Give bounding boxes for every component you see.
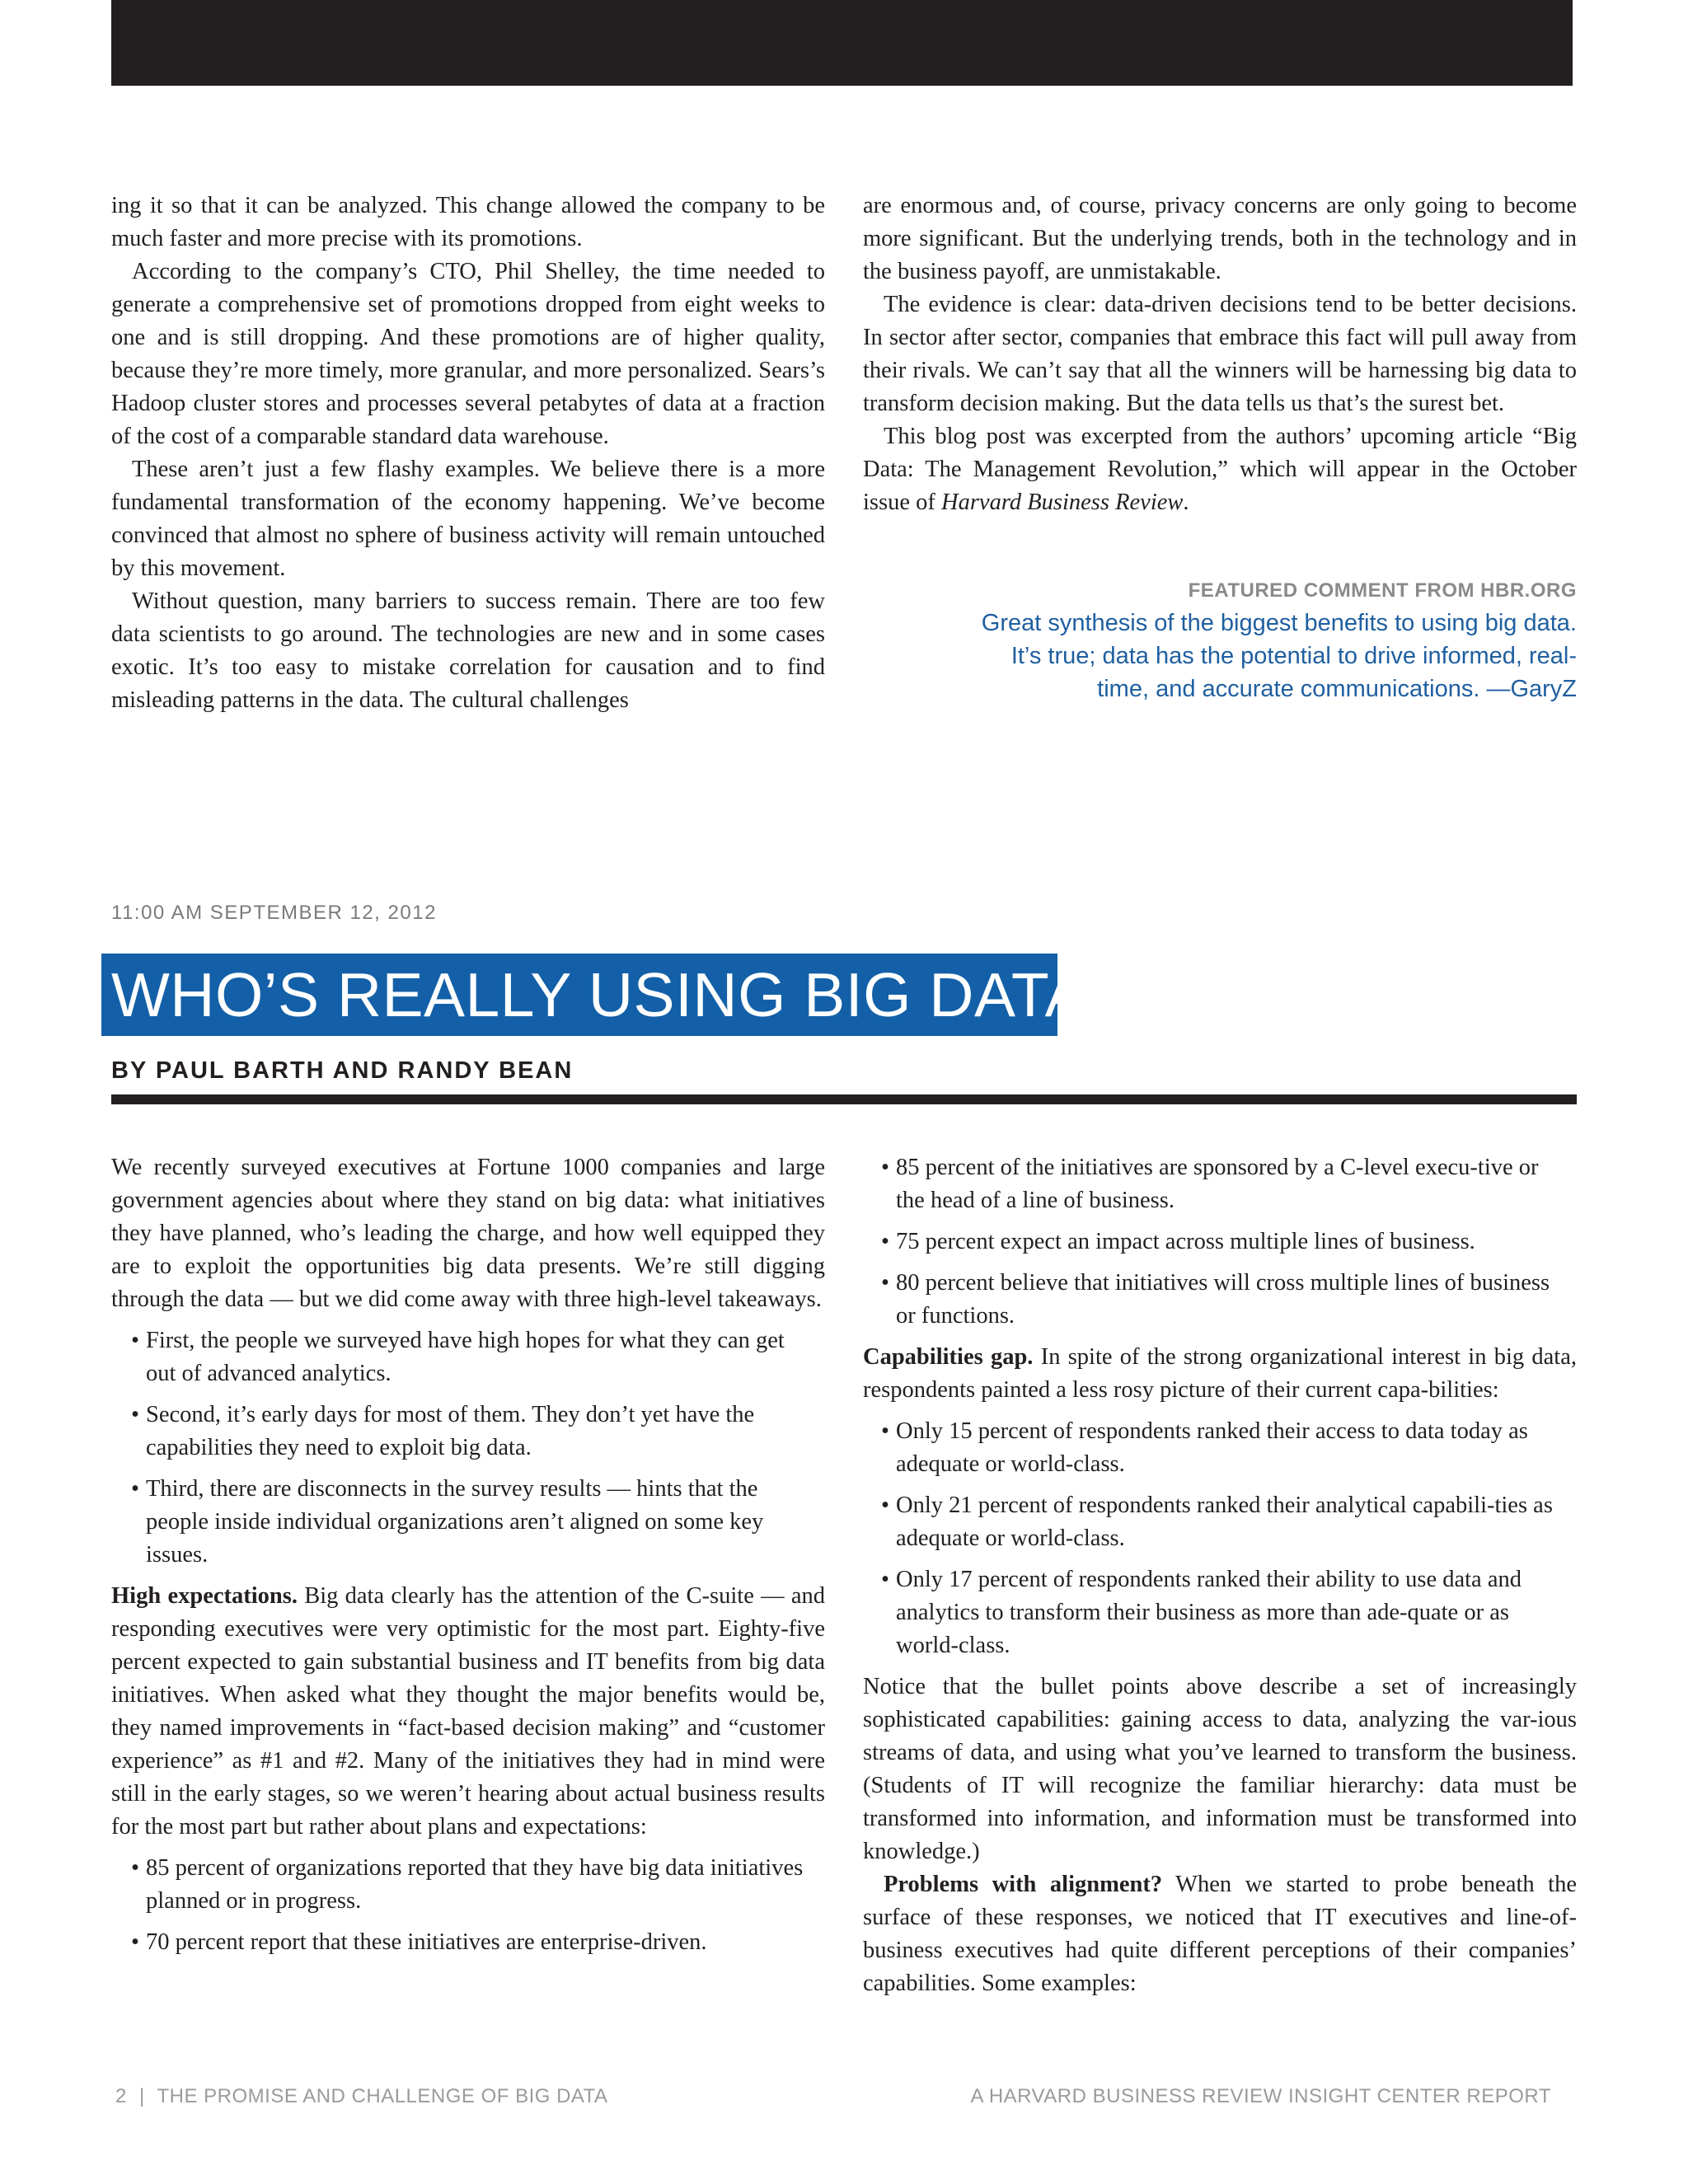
list-item: • Third, there are disconnects in the survey results — hints that the people inside individual organizations aren’t aligned on some key issues. (111, 1473, 825, 1572)
paragraph: The evidence is clear: data-driven decisions tend to be better decisions. In sector after sector, companies that embrace this fact will pull away from their rivals. We can’t say that all the winners will be harnessing big data to transform decision making. But the data tells us that’s the surest bet. (863, 292, 1577, 416)
list-item: • 80 percent believe that initiatives will cross multiple lines of business or functions. (863, 1267, 1577, 1333)
comment-line: Great synthesis of the biggest benefits to using big data. (981, 610, 1577, 636)
article-title: WHO’S REALLY USING BIG DATA (111, 960, 1087, 1029)
paragraph-text: This blog post was excerpted from the authors’ upcoming article “Big Data: The Management Revolution,” which will appear in the October issue of (863, 424, 1577, 515)
paragraph (863, 420, 1577, 519)
featured-comment-label: FEATURED COMMENT FROM HBR.ORG (1188, 579, 1577, 602)
list-item: • First, the people we surveyed have high hopes for what they can get out of advanced analytics. (111, 1324, 825, 1390)
footer-report-title: THE PROMISE AND CHALLENGE OF BIG DATA (157, 2085, 608, 2107)
paragraph: We recently surveyed executives at Fortune 1000 companies and large government agencies about where they stand on big data: what initiatives they have planned, who’s leading the charge, and how well equipped they are to exploit the opportunities big data presents. We’re still digging through the data — but we did come away with three high-level takeaways. (111, 1155, 825, 1312)
list-item: • 75 percent expect an impact across multiple lines of business. (863, 1226, 1577, 1258)
comment-line: time, and accurate communications. —GaryZ (1097, 676, 1577, 702)
paragraph: According to the company’s CTO, Phil Shelley, the time needed to generate a comprehensive set of promotions dropped from eight weeks to one and is still dropping. And these promotions are of higher quality, because they’re more timely, more granular, and more personalized. Sears’s Hadoop cluster stores and processes several petabytes of data at a fraction of the cost of a comparable standard data warehouse. (111, 259, 825, 449)
list-item: • Second, it’s early days for most of them. They don’t yet have the capabilities they need to exploit big data. (111, 1399, 825, 1465)
featured-comment-text (863, 607, 1577, 705)
divider-rule (111, 1094, 1577, 1104)
article-byline: BY PAUL BARTH AND RANDY BEAN (111, 1057, 574, 1084)
paragraph: Without question, many barriers to success remain. There are too few data scientists to go around. The technologies are new and in some cases exotic. It’s too easy to mistake correlation for causation and to find misleading patterns in the data. The cultural challenges (111, 588, 825, 713)
stats-list (863, 1151, 1577, 1333)
list-item: • Only 15 percent of respondents ranked their access to data today as adequate or world-class. (863, 1415, 1577, 1481)
capabilities-list (863, 1415, 1577, 1662)
paragraph (863, 1868, 1577, 2000)
footer-publication: A HARVARD BUSINESS REVIEW INSIGHT CENTER REPORT (970, 2085, 1551, 2107)
takeaways-list (111, 1324, 825, 1572)
paragraph-text: . (1183, 490, 1189, 515)
section-lead: High expectations. (111, 1583, 298, 1609)
section-lead: Capabilities gap. (863, 1344, 1034, 1370)
paragraph (863, 1341, 1577, 1407)
list-item: • 85 percent of the initiatives are sponsored by a C-level execu-tive or the head of a line of business. (863, 1151, 1577, 1217)
featured-comment (863, 577, 1577, 705)
article-dateline: 11:00 AM SEPTEMBER 12, 2012 (111, 902, 437, 924)
continued-column-right (863, 190, 1577, 519)
footer-left (115, 2085, 608, 2108)
page-number: 2 (115, 2085, 127, 2107)
paragraph-text: In spite of the strong organizational interest in big data, respondents painted a less rosy picture of their current capa-bilities: (863, 1344, 1577, 1403)
paragraph: ing it so that it can be analyzed. This change allowed the company to be much faster and more precise with its promotions. (111, 193, 825, 251)
list-item: • 85 percent of organizations reported that they have big data initiatives planned or in progress. (111, 1852, 825, 1918)
header-bar (111, 0, 1573, 86)
list-item: • Only 17 percent of respondents ranked their ability to use data and analytics to transform their business as more than ade-quate or as world-class. (863, 1563, 1577, 1662)
paragraph: are enormous and, of course, privacy concerns are only going to become more significant. But the underlying trends, both in the technology and in the business payoff, are unmistakable. (863, 193, 1577, 284)
continued-column-left (111, 190, 825, 717)
paragraph: Notice that the bullet points above describe a set of increasingly sophisticated capabilities: gaining access to data, analyzing the var-ious streams of data, and using what you’ve learned to transform the business. (Students of IT will recognize the familiar hierarchy: data must be transformed into information, and information must be transformed into knowledge.) (863, 1674, 1577, 1864)
article-column-left (111, 1151, 825, 1967)
article-column-right (863, 1151, 1577, 2000)
comment-line: It’s true; data has the potential to drive informed, real- (1010, 643, 1577, 669)
paragraph-text: Big data clearly has the attention of the C-suite — and responding executives were very optimistic for the most part. Eighty-five percent expected to gain substantial business and IT benefits from big data initiatives. When asked what they thought the major benefits would be, they named improvements in “fact-based decision making” and “customer experience” as #1 and #2. Many of the initiatives they had in mind were still in the early stages, so we weren’t hearing about actual business results for the most part but rather about plans and expectations: (111, 1583, 825, 1840)
paragraph-text: When we started to probe beneath the surface of these responses, we noticed that IT executives and line-of-business executives had quite different perceptions of their companies’ capabilities. Some examples: (863, 1872, 1577, 1996)
publication-name: Harvard Business Review (941, 490, 1184, 515)
footer-separator: | (139, 2085, 145, 2107)
paragraph (111, 1580, 825, 1844)
list-item: • 70 percent report that these initiatives are enterprise-driven. (111, 1926, 825, 1959)
list-item: • Only 21 percent of respondents ranked their analytical capabili-ties as adequate or world-class. (863, 1489, 1577, 1555)
stats-list (111, 1852, 825, 1959)
paragraph: These aren’t just a few flashy examples. We believe there is a more fundamental transformation of the economy happening. We’ve become convinced that almost no sphere of business activity will remain untouched by this movement. (111, 457, 825, 581)
section-lead: Problems with alignment? (884, 1872, 1163, 1897)
